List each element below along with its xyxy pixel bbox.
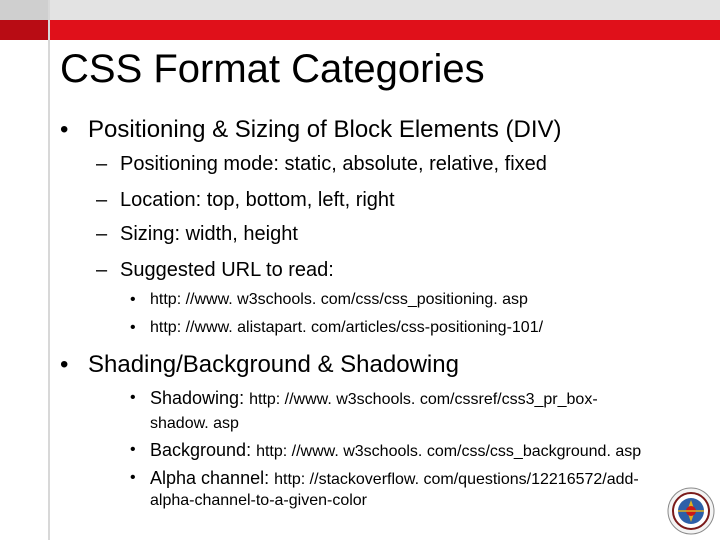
- bullet-marker: •: [130, 319, 136, 336]
- bullet-shading-background: [60, 351, 459, 379]
- dash-marker: –: [96, 189, 108, 211]
- header-corner-red: [0, 20, 48, 40]
- bullet-marker: •: [130, 441, 136, 458]
- bullet-marker: •: [130, 389, 136, 406]
- bullet-marker: •: [60, 351, 69, 378]
- subitem-alpha-channel: [130, 468, 639, 490]
- header-band-light: [0, 0, 720, 20]
- subitem-positioning-mode: [96, 152, 547, 176]
- dash-marker: –: [96, 259, 108, 281]
- header-band-red: [0, 20, 720, 40]
- slide-title: CSS Format Categories: [60, 47, 485, 91]
- header-corner-light: [0, 0, 48, 20]
- subitem-label: Shadowing:: [150, 388, 250, 408]
- link-text[interactable]: http: //stackoverflow. com/questions/12216572/add-: [274, 471, 639, 488]
- bullet-text: Shading/Background & Shadowing: [88, 351, 459, 378]
- link-text[interactable]: http: //www. w3schools. com/css/css_positioning. asp: [150, 291, 528, 308]
- link-text[interactable]: http: //www. w3schools. com/css/css_background. asp: [256, 443, 642, 460]
- header-band: [0, 0, 720, 44]
- subitem-suggested-url: [96, 258, 334, 282]
- bullet-positioning-sizing: [60, 116, 562, 144]
- bullet-marker: •: [60, 116, 69, 143]
- subitem-text: Suggested URL to read:: [120, 259, 334, 281]
- subitem-text: Location: top, bottom, left, right: [120, 189, 395, 211]
- link-alistapart-positioning[interactable]: [130, 318, 543, 338]
- subitem-sizing: [96, 222, 298, 246]
- bullet-marker: •: [130, 291, 136, 308]
- link-continuation[interactable]: alpha-channel-to-a-given-color: [150, 492, 368, 509]
- dash-marker: –: [96, 223, 108, 245]
- link-w3schools-positioning[interactable]: [130, 290, 528, 310]
- subitem-location: [96, 188, 395, 212]
- header-band-gap: [0, 40, 720, 44]
- link-continuation[interactable]: shadow. asp: [150, 415, 239, 432]
- link-text[interactable]: http: //www. alistapart. com/articles/css-positioning-101/: [150, 319, 544, 336]
- link-text[interactable]: http: //www. w3schools. com/cssref/css3_pr_box-: [249, 391, 598, 408]
- subitem-shadowing: [130, 388, 598, 410]
- dash-marker: –: [96, 153, 108, 175]
- subitem-label: Alpha channel:: [150, 468, 275, 488]
- subitem-text: Positioning mode: static, absolute, relative, fixed: [120, 153, 547, 175]
- left-margin-rule: [48, 0, 50, 540]
- bullet-marker: •: [130, 469, 136, 486]
- subitem-text: Sizing: width, height: [120, 223, 298, 245]
- subitem-label: Background:: [150, 440, 257, 460]
- bullet-text: Positioning & Sizing of Block Elements (DIV): [88, 116, 562, 143]
- seal-icon: [666, 486, 716, 536]
- subitem-background: [130, 440, 641, 462]
